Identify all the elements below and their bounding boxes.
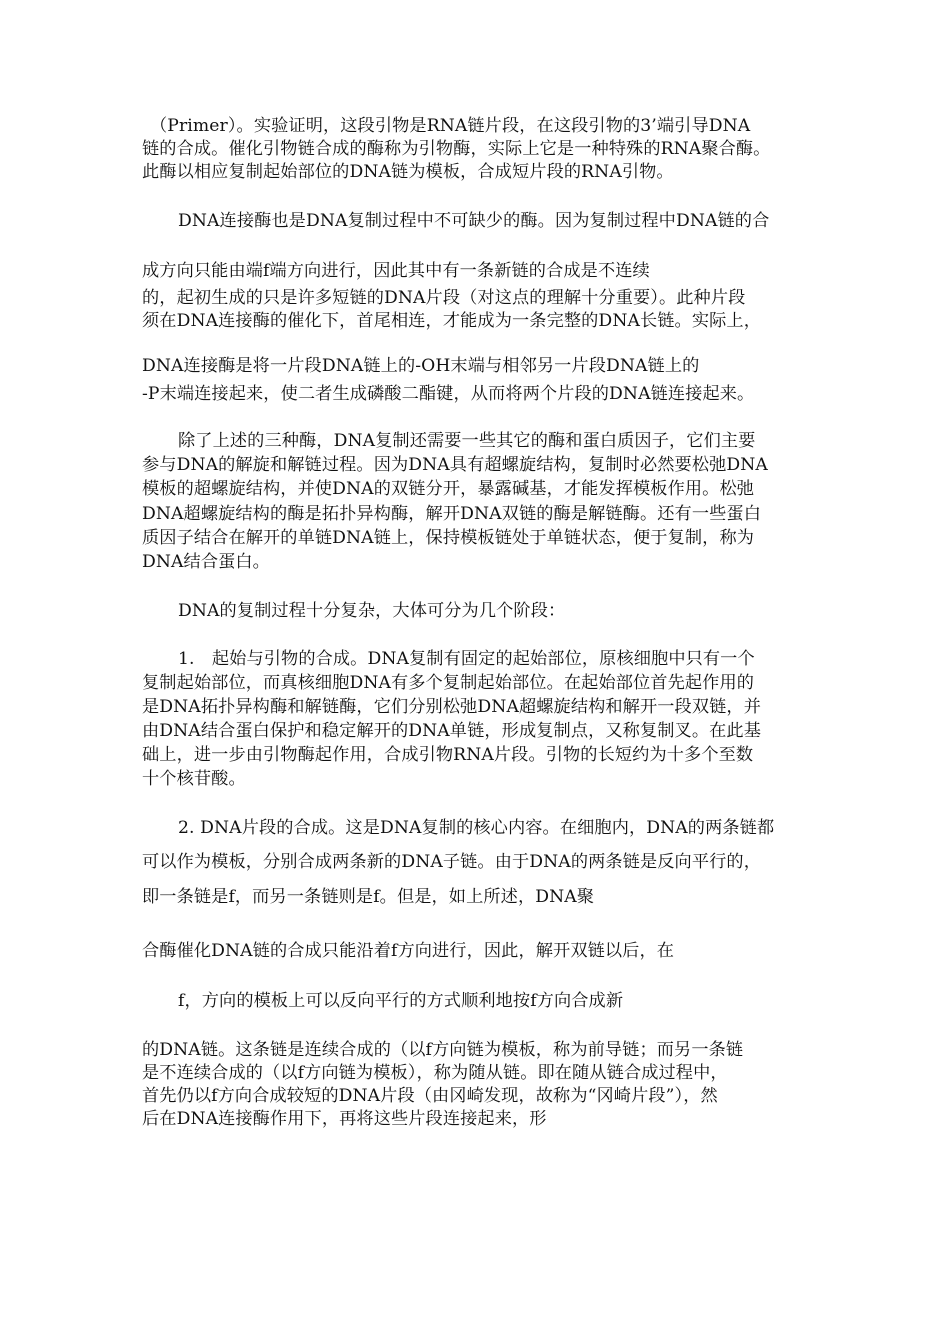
text-line: 除了上述的三种酶，DNA复制还需要一些其它的酶和蛋白质因子，它们主要: [178, 431, 756, 451]
text-line: 即一条链是f，而另一条链则是f。但是，如上所述，DNA聚: [142, 887, 595, 907]
text-line: 须在DNA连接酶的催化下，首尾相连，才能成为一条完整的DNA长链。实际上，: [142, 311, 761, 331]
text-line: 可以作为模板，分别合成两条新的DNA子链。由于DNA的两条链是反向平行的，: [142, 852, 761, 872]
text-line: 参与DNA的解旋和解链过程。因为DNA具有超螺旋结构，复制时必然要松弛DNA: [142, 455, 768, 475]
text-line: 此酶以相应复制起始部位的DNA链为模板，合成短片段的RNA引物。: [142, 162, 674, 182]
text-line: -P末端连接起来，使二者生成磷酸二酯键，从而将两个片段的DNA链连接起来。: [142, 384, 755, 404]
text-line: 模板的超螺旋结构，并使DNA的双链分开，暴露碱基，才能发挥模板作用。松弛: [142, 479, 755, 499]
text-line: （Primer）。实验证明，这段引物是RNA链片段，在这段引物的3’端引导DNA: [150, 116, 751, 136]
text-line: DNA超螺旋结构的酶是拓扑异构酶，解开DNA双链的酶是解链酶。还有一些蛋白: [142, 504, 761, 524]
text-line: 成方向只能由端f端方向进行，因此其中有一条新链的合成是不连续: [142, 261, 650, 281]
text-line: DNA连接酶是将一片段DNA链上的-OH末端与相邻另一片段DNA链上的: [142, 356, 700, 376]
text-line: 是DNA拓扑异构酶和解链酶，它们分别松弛DNA超螺旋结构和解开一段双链，并: [142, 697, 761, 717]
text-line: 1. 起始与引物的合成。DNA复制有固定的起始部位，原核细胞中只有一个: [178, 649, 755, 669]
text-line: 础上，进一步由引物酶起作用，合成引物RNA片段。引物的长短约为十多个至数: [142, 745, 754, 765]
text-line: 的DNA链。这条链是连续合成的（以f方向链为模板，称为前导链；而另一条链: [142, 1040, 744, 1060]
text-line: 的，起初生成的只是许多短链的DNA片段（对这点的理解十分重要）。此种片段: [142, 288, 746, 308]
text-line: 首先仍以f方向合成较短的DNA片段（由冈崎发现，故称为“冈崎片段”），然: [142, 1086, 718, 1106]
text-line: 复制起始部位，而真核细胞DNA有多个复制起始部位。在起始部位首先起作用的: [142, 673, 755, 693]
text-line: 质因子结合在解开的单链DNA链上，保持模板链处于单链状态，便于复制，称为: [142, 528, 755, 548]
text-line: DNA结合蛋白。: [142, 552, 270, 572]
text-line: 2. DNA片段的合成。这是DNA复制的核心内容。在细胞内，DNA的两条链都: [178, 818, 775, 838]
text-line: 链的合成。催化引物链合成的酶称为引物酶，实际上它是一种特殊的RNA聚合酶。: [142, 139, 771, 159]
text-line: 是不连续合成的（以f方向链为模板），称为随从链。即在随从链合成过程中，: [142, 1063, 728, 1083]
text-line: 十个核苷酸。: [142, 769, 246, 789]
text-line: DNA连接酶也是DNA复制过程中不可缺少的酶。因为复制过程中DNA链的合: [178, 211, 770, 231]
text-line: 由DNA结合蛋白保护和稳定解开的DNA单链，形成复制点，又称复制叉。在此基: [142, 721, 761, 741]
text-line: 后在DNA连接酶作用下，再将这些片段连接起来，形: [142, 1109, 547, 1129]
text-line: DNA的复制过程十分复杂，大体可分为几个阶段：: [178, 601, 566, 621]
text-line: 合酶催化DNA链的合成只能沿着f方向进行，因此，解开双链以后，在: [142, 941, 675, 961]
text-line: f，方向的模板上可以反向平行的方式顺利地按f方向合成新: [178, 991, 624, 1011]
